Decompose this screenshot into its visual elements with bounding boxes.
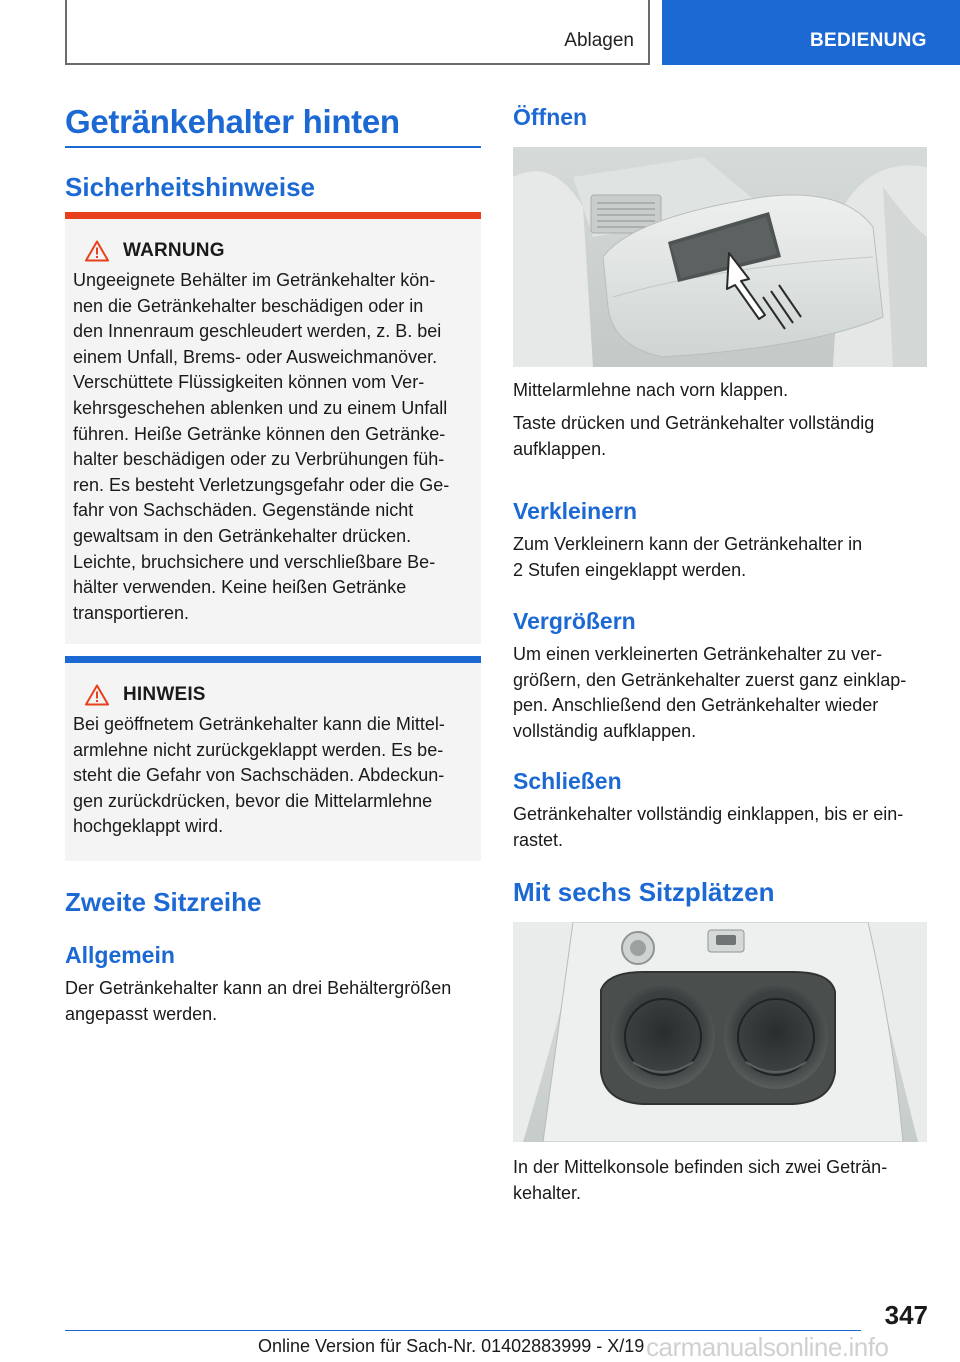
footer-online-version: Online Version für Sach-Nr. 01402883999 - X/19 [258, 1336, 645, 1356]
warning-line: kehrsgeschehen ablenken und zu einem Unfall [73, 397, 448, 418]
open-heading: Öffnen [513, 104, 588, 130]
footer-watermark: carmanualsonline.info [646, 1332, 889, 1362]
warning-label: WARNUNG [123, 240, 225, 261]
warning-line: Ungeeignete Behälter im Getränkehalter kön- [73, 270, 436, 290]
open-step-2 [513, 411, 929, 462]
warning-line: hälter verwenden. Keine heißen Getränke [73, 577, 407, 598]
close-line: rastet. [513, 829, 564, 850]
general-heading: Allgemein [65, 942, 175, 968]
warning-bar [65, 212, 481, 219]
notice-line: gen zurückdrücken, bevor die Mittelarmlehne [73, 790, 433, 811]
warning-line: Leichte, bruchsichere und verschließbare Be- [73, 551, 436, 572]
notice-box [65, 656, 481, 861]
warning-text [73, 268, 471, 626]
shrink-line: Zum Verkleinern kann der Getränkehalter in [513, 534, 863, 554]
enlarge-line: vollständig aufklappen. [513, 720, 697, 741]
close-line: Getränkehalter vollständig einklappen, bis er ein- [513, 804, 904, 824]
shrink-text [513, 532, 929, 583]
notice-line: hochgeklappt wird. [73, 816, 224, 837]
armrest-drawing [513, 147, 927, 367]
enlarge-text [513, 642, 929, 744]
header-chapter-label: BEDIENUNG [810, 30, 927, 51]
notice-bar [65, 656, 481, 663]
warning-line: transportieren. [73, 602, 190, 623]
general-line: Der Getränkehalter kann an drei Behältergrößen [65, 978, 452, 998]
six-seats-line: In der Mittelkonsole befinden sich zwei Geträn- [513, 1157, 888, 1177]
warning-line: ren. Es besteht Verletzungsgefahr oder die Ge- [73, 474, 450, 495]
enlarge-line: größern, den Getränkehalter zuerst ganz einklap- [513, 669, 907, 690]
notice-text [73, 712, 471, 840]
shrink-heading: Verkleinern [513, 498, 638, 524]
page-number: 347 [884, 1300, 928, 1330]
warning-line: gewaltsam in den Getränkehalter drücken. [73, 525, 412, 546]
warning-line: fahr von Sachschäden. Gegenstände nicht [73, 500, 414, 521]
open-step-2-line: aufklappen. [513, 438, 607, 459]
page-title: Getränkehalter hinten [65, 103, 400, 140]
notice-line: Bei geöffnetem Getränkehalter kann die Mittel- [73, 714, 445, 734]
enlarge-heading: Vergrößern [513, 608, 636, 634]
six-seats-line: kehalter. [513, 1182, 582, 1203]
general-text [65, 976, 481, 1027]
warning-line: den Innenraum geschleudert werden, z. B. bei [73, 321, 442, 342]
warning-line: einem Unfall, Brems- oder Ausweichmanöver. [73, 346, 438, 367]
safety-heading: Sicherheitshinweise [65, 172, 315, 202]
six-seats-heading: Mit sechs Sitzplätzen [513, 877, 775, 907]
close-text [513, 802, 929, 853]
cupholder-drawing [513, 922, 927, 1142]
general-line: angepasst werden. [65, 1003, 218, 1024]
armrest-illustration [513, 147, 927, 367]
warning-line: führen. Heiße Getränke können den Getränke- [73, 423, 446, 444]
warning-triangle-icon [85, 240, 109, 262]
open-step-2-line: Taste drücken und Getränkehalter vollständig [513, 413, 875, 433]
warning-line: nen die Getränkehalter beschädigen oder in [73, 295, 424, 316]
header-section-label: Ablagen [564, 30, 634, 51]
notice-label: HINWEIS [123, 684, 206, 705]
six-seats-text [513, 1155, 929, 1206]
notice-line: armlehne nicht zurückgeklappt werden. Es be- [73, 739, 444, 760]
shrink-line: 2 Stufen eingeklappt werden. [513, 559, 747, 580]
close-heading: Schließen [513, 768, 622, 794]
header-section-tab [65, 0, 650, 65]
notice-triangle-icon [85, 684, 109, 706]
enlarge-line: Um einen verkleinerten Getränkehalter zu ver- [513, 644, 883, 664]
title-divider [65, 146, 481, 148]
warning-line: halter beschädigen oder zu Verbrühungen füh- [73, 449, 445, 470]
console-illustration [513, 922, 927, 1142]
footer-divider [65, 1330, 861, 1331]
header-chapter-tab [662, 0, 960, 65]
warning-box [65, 212, 481, 644]
enlarge-line: pen. Anschließend den Getränkehalter wieder [513, 695, 879, 716]
warning-line: Verschüttete Flüssigkeiten können vom Ver- [73, 372, 425, 393]
open-step-1: Mittelarmlehne nach vorn klappen. [513, 380, 789, 400]
second-row-heading: Zweite Sitzreihe [65, 887, 262, 917]
notice-line: steht die Gefahr von Sachschäden. Abdeckun- [73, 765, 445, 786]
